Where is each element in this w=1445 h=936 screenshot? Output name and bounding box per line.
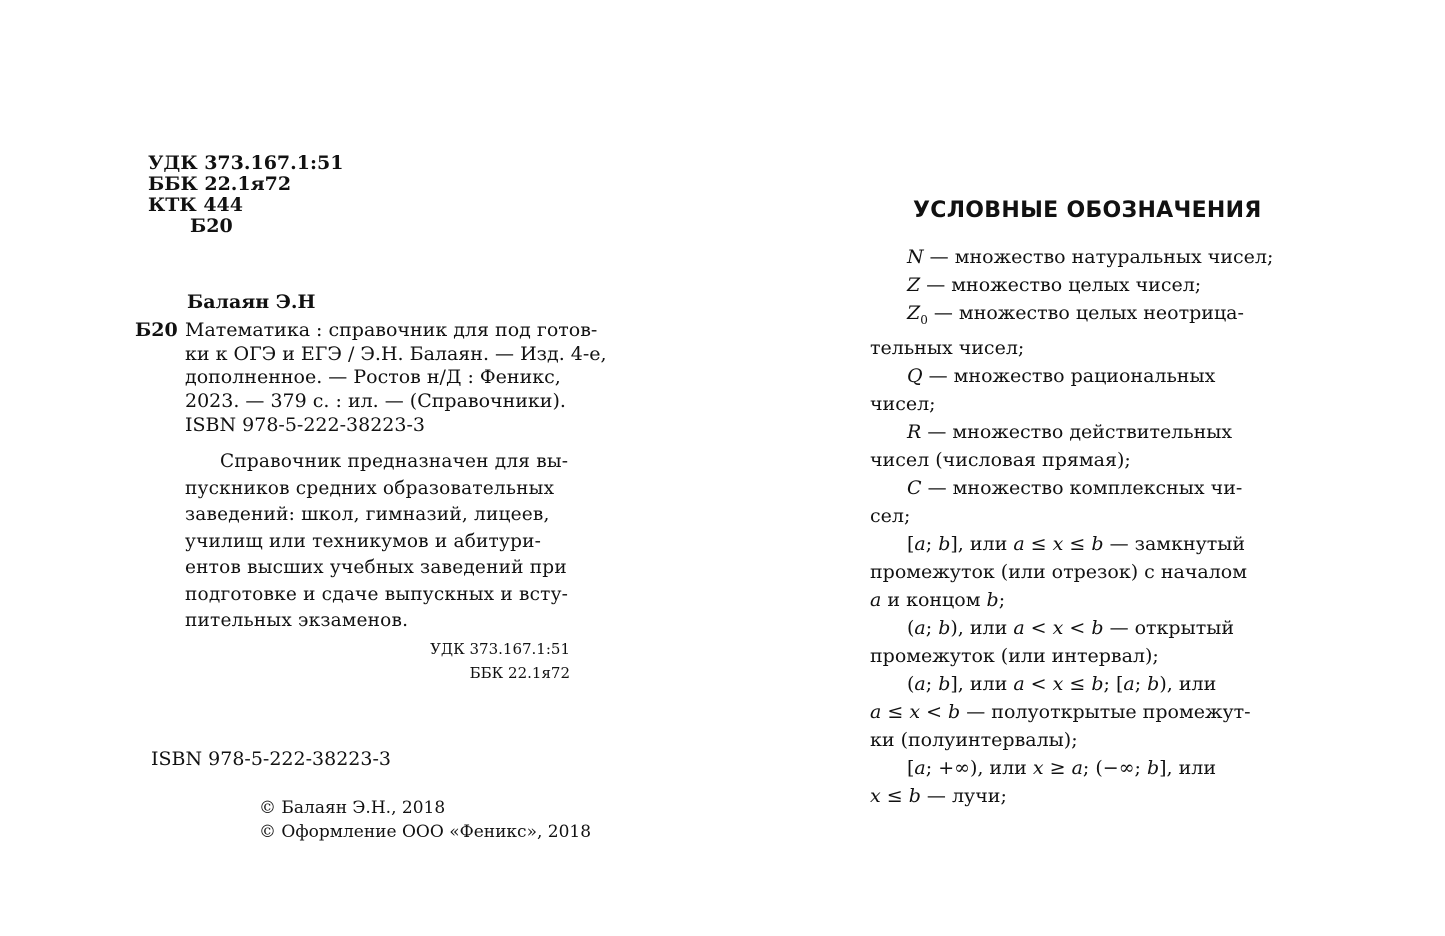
notation-line: тельных чисел;: [870, 336, 1025, 359]
ktk-code: КТК 444: [148, 194, 243, 216]
entry-line: дополненное. — Ростов н/Д : Феникс,: [185, 366, 561, 388]
notation-line: x ≤ b — лучи;: [870, 784, 1007, 807]
notation-line: R — множество действительных: [907, 420, 1233, 443]
copyright-design: © Оформление ООО «Феникс», 2018: [259, 822, 592, 842]
annotation-line: подготовке и сдаче выпускных и всту-: [185, 583, 569, 605]
notation-line: сел;: [870, 504, 911, 527]
notation-line: C — множество комплексных чи-: [907, 476, 1243, 499]
annotation-line: заведений: школ, гимназий, лицеев,: [185, 504, 550, 525]
notation-line: Z — множество целых чисел;: [907, 274, 1202, 296]
udk-code: УДК 373.167.1:51: [148, 152, 344, 174]
bibliographic-entry: [130, 319, 607, 413]
entry-line: ки к ОГЭ и ЕГЭ / Э.Н. Балаян. — Изд. 4-е,: [185, 342, 607, 365]
entry-text: [185, 319, 607, 413]
entry-line: Математика : справочник для под готов-: [185, 319, 598, 341]
entry-line: 2023. — 379 с. : ил. — (Справочники).: [185, 389, 566, 412]
notation-line: (a; b], или a < x ≤ b; [a; b), или: [907, 672, 1217, 695]
classification-codes: [148, 153, 343, 237]
notation-line: промежуток (или отрезок) с началом: [870, 560, 1247, 583]
page-title: УСЛОВНЫЕ ОБОЗНАЧЕНИЯ: [913, 198, 1262, 223]
isbn-entry: ISBN 978-5-222-38223-3: [185, 414, 425, 436]
annotation-line: Справочник предназначен для вы-: [220, 451, 569, 472]
notation-line: $Z_0$ — множество целых неотрица-: [907, 302, 1244, 327]
right-page: [720, 0, 1445, 936]
bbk-code: ББК 22.1я72: [148, 173, 292, 195]
annotation-line: пительных экзаменов.: [185, 610, 409, 631]
annotation-line: училищ или техникумов и абитури-: [185, 530, 542, 552]
notation-line: a и концом b;: [870, 588, 1006, 611]
notation-line: [a; b], или a ≤ x ≤ b — замкнутый: [907, 532, 1246, 555]
notation-line: N — множество натуральных чисел;: [907, 246, 1274, 268]
annotation-line: ентов высших учебных заведений при: [185, 557, 567, 578]
notation-line: ки (полуинтервалы);: [870, 728, 1078, 751]
notation-line: промежуток (или интервал);: [870, 644, 1159, 667]
codes-right: [380, 637, 570, 685]
isbn-bottom: ISBN 978-5-222-38223-3: [151, 748, 391, 770]
annotation-line: пускников средних образовательных: [185, 477, 555, 499]
notation-line: чисел;: [870, 392, 936, 415]
author-mark: Б20: [190, 215, 233, 237]
annotation: [185, 449, 585, 635]
notation-line: (a; b), или a < x < b — открытый: [907, 616, 1235, 639]
notation-line: a ≤ x < b — полуоткрытые промежут-: [870, 700, 1251, 723]
notation-line: [a; +∞), или x ≥ a; (−∞; b], или: [907, 756, 1217, 779]
entry-code: Б20: [135, 319, 178, 341]
udk-code-right: УДК 373.167.1:51: [430, 640, 570, 658]
copyrights: [259, 796, 591, 844]
bbk-code-right: ББК 22.1я72: [469, 664, 570, 682]
left-page: [0, 0, 720, 936]
notation-line: чисел (числовая прямая);: [870, 448, 1131, 471]
notations-list: [870, 243, 1300, 810]
author-name: Балаян Э.Н: [187, 291, 316, 313]
copyright-author: © Балаян Э.Н., 2018: [259, 798, 446, 818]
notation-line: Q — множество рациональных: [907, 364, 1216, 387]
